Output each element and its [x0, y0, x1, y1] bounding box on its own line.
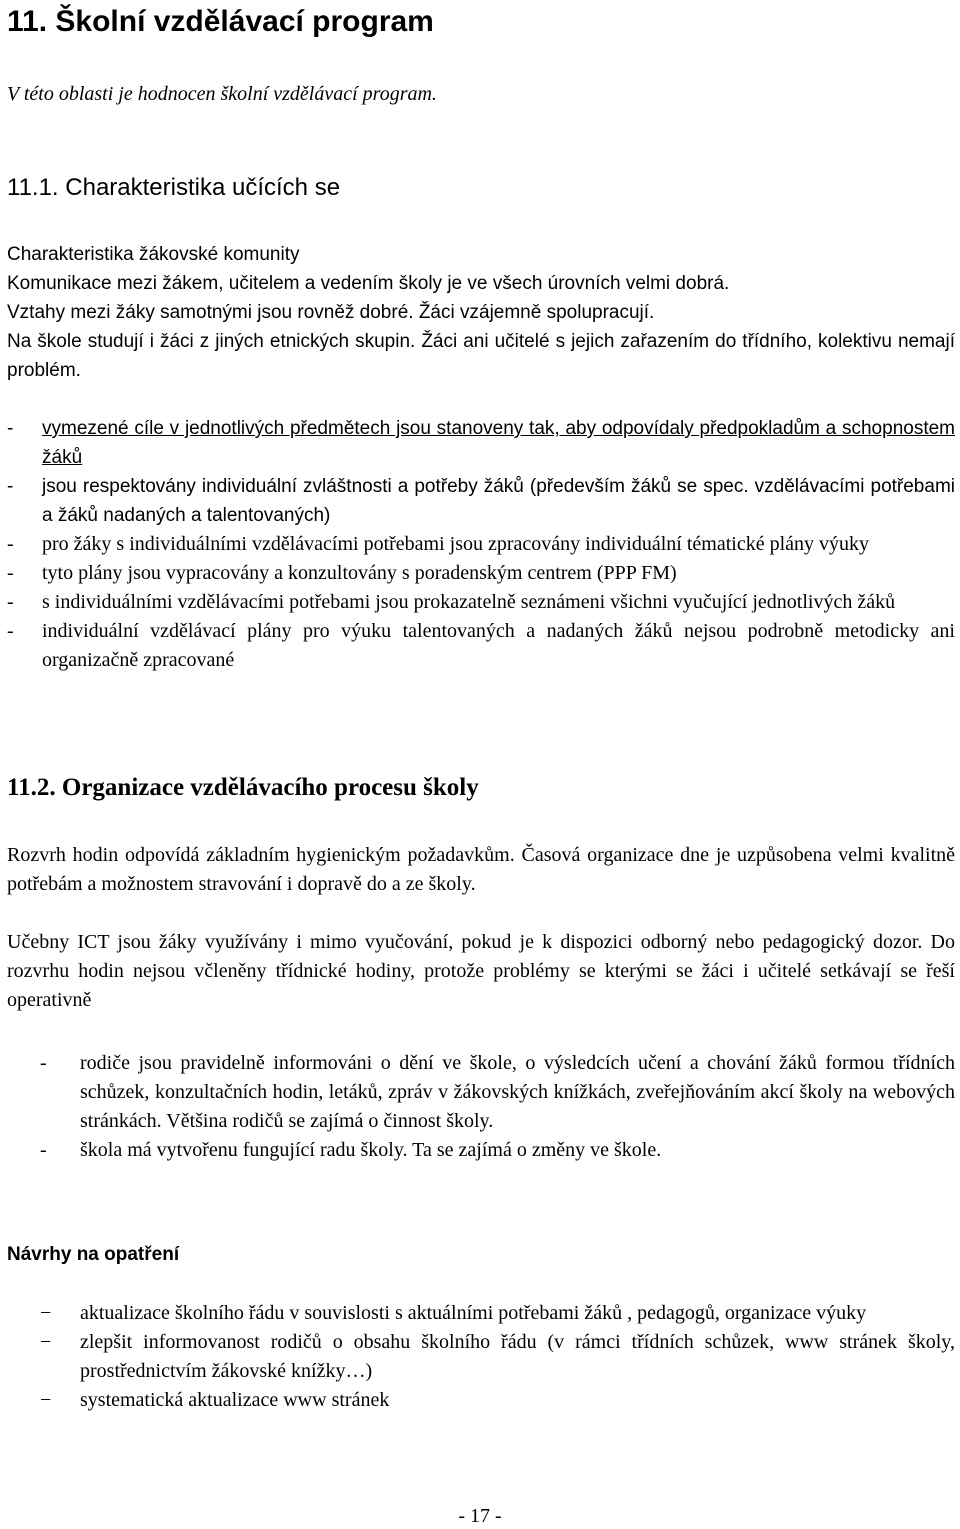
dash-bullet: - — [40, 1139, 47, 1161]
list-item — [7, 414, 955, 472]
dash-bullet: - — [7, 533, 14, 555]
list-item — [7, 530, 955, 559]
list-item-text: zlepšit informovanost rodičů o obsahu školního řádu (v rámci třídních schůzek, www stránek školy, prostřednictvím žákovské knížky…) — [80, 1331, 955, 1382]
text-line: Charakteristika žákovské komunity — [7, 244, 300, 265]
dash-bullet: - — [7, 418, 14, 439]
list-item-text: vymezené cíle v jednotlivých předmětech jsou stanoveny tak, aby odpovídaly předpokladům a schopnostem žáků — [42, 418, 955, 468]
text-line: Komunikace mezi žákem, učitelem a vedením školy je ve všech úrovních velmi dobrá. — [7, 273, 730, 294]
chapter-heading: 11. Školní vzdělávací program — [7, 5, 434, 38]
page-number: - 17 - — [458, 1505, 502, 1527]
dash-bullet: − — [40, 1302, 52, 1324]
proposals-heading: Návrhy na opatření — [7, 1244, 180, 1265]
dash-bullet: - — [7, 591, 14, 613]
list-item — [7, 1049, 955, 1136]
section-1-list — [7, 414, 955, 675]
section-2-list — [7, 1049, 955, 1165]
list-item — [7, 559, 955, 588]
dash-bullet: - — [7, 476, 14, 497]
list-item-text: pro žáky s individuálními vzdělávacími potřebami jsou zpracovány individuální tématické plány výuky — [42, 533, 870, 555]
list-item — [7, 1328, 955, 1386]
section-2-paragraph: Učebny ICT jsou žáky využívány i mimo vyučování, pokud je k dispozici odborný nebo pedagogický dozor. Do rozvrhu hodin nejsou včleněny třídnické hodiny, protože problémy se kterými se žáci i učitelé setkávají se řeší operativně — [7, 931, 955, 1011]
dash-bullet: − — [40, 1331, 52, 1353]
list-item-text: jsou respektovány individuální zvláštnosti a potřeby žáků (především žáků se spec. vzdělávacími potřebami a žáků nadaných a talentovaných) — [42, 476, 955, 526]
dash-bullet: - — [7, 562, 14, 584]
section-1-heading: 11.1. Charakteristika učících se — [7, 174, 341, 201]
list-item — [7, 617, 955, 675]
list-item-text: individuální vzdělávací plány pro výuku talentovaných a nadaných žáků nejsou podrobně metodicky ani organizačně zpracované — [42, 620, 955, 671]
list-item-text: aktualizace školního řádu v souvislosti s aktuálními potřebami žáků , pedagogů, organizace výuky — [80, 1302, 867, 1324]
list-item — [7, 1386, 955, 1415]
list-item — [7, 1136, 955, 1165]
list-item — [7, 472, 955, 530]
section-2-heading: 11.2. Organizace vzdělávacího procesu školy — [7, 774, 479, 801]
section-2-paragraph: Rozvrh hodin odpovídá základním hygienickým požadavkům. Časová organizace dne je uzpůsobena velmi kvalitně potřebám a možnostem stravování i dopravě do a ze školy. — [7, 844, 955, 895]
list-item-text: tyto plány jsou vypracovány a konzultovány s poradenským centrem (PPP FM) — [42, 562, 677, 584]
list-item — [7, 1299, 955, 1328]
list-item-text: s individuálními vzdělávacími potřebami jsou prokazatelně seznámeni všichni vyučující jednotlivých žáků — [42, 591, 896, 613]
section-1-text — [7, 240, 955, 385]
list-item-text: škola má vytvořenu fungující radu školy. Ta se zajímá o změny ve škole. — [80, 1139, 662, 1161]
list-item-text: systematická aktualizace www stránek — [80, 1389, 390, 1411]
intro-text: V této oblasti je hodnocen školní vzdělávací program. — [7, 83, 437, 105]
dash-bullet: - — [7, 620, 14, 642]
text-line: Vztahy mezi žáky samotnými jsou rovněž dobré. Žáci vzájemně spolupracují. — [7, 302, 655, 323]
text-line: Na škole studují i žáci z jiných etnických skupin. Žáci ani učitelé s jejich zařazením do třídního, kolektivu nemají problém. — [7, 331, 955, 381]
dash-bullet: - — [40, 1052, 47, 1074]
proposals-list — [7, 1299, 955, 1415]
dash-bullet: − — [40, 1389, 52, 1411]
list-item — [7, 588, 955, 617]
list-item-text: rodiče jsou pravidelně informováni o dění ve škole, o výsledcích učení a chování žáků formou třídních schůzek, konzultačních hodin, letáků, zpráv v žákovských knížkách, zveřejňováním akcí školy na webových stránkách. Většina rodičů se zajímá o činnost školy. — [80, 1052, 955, 1132]
